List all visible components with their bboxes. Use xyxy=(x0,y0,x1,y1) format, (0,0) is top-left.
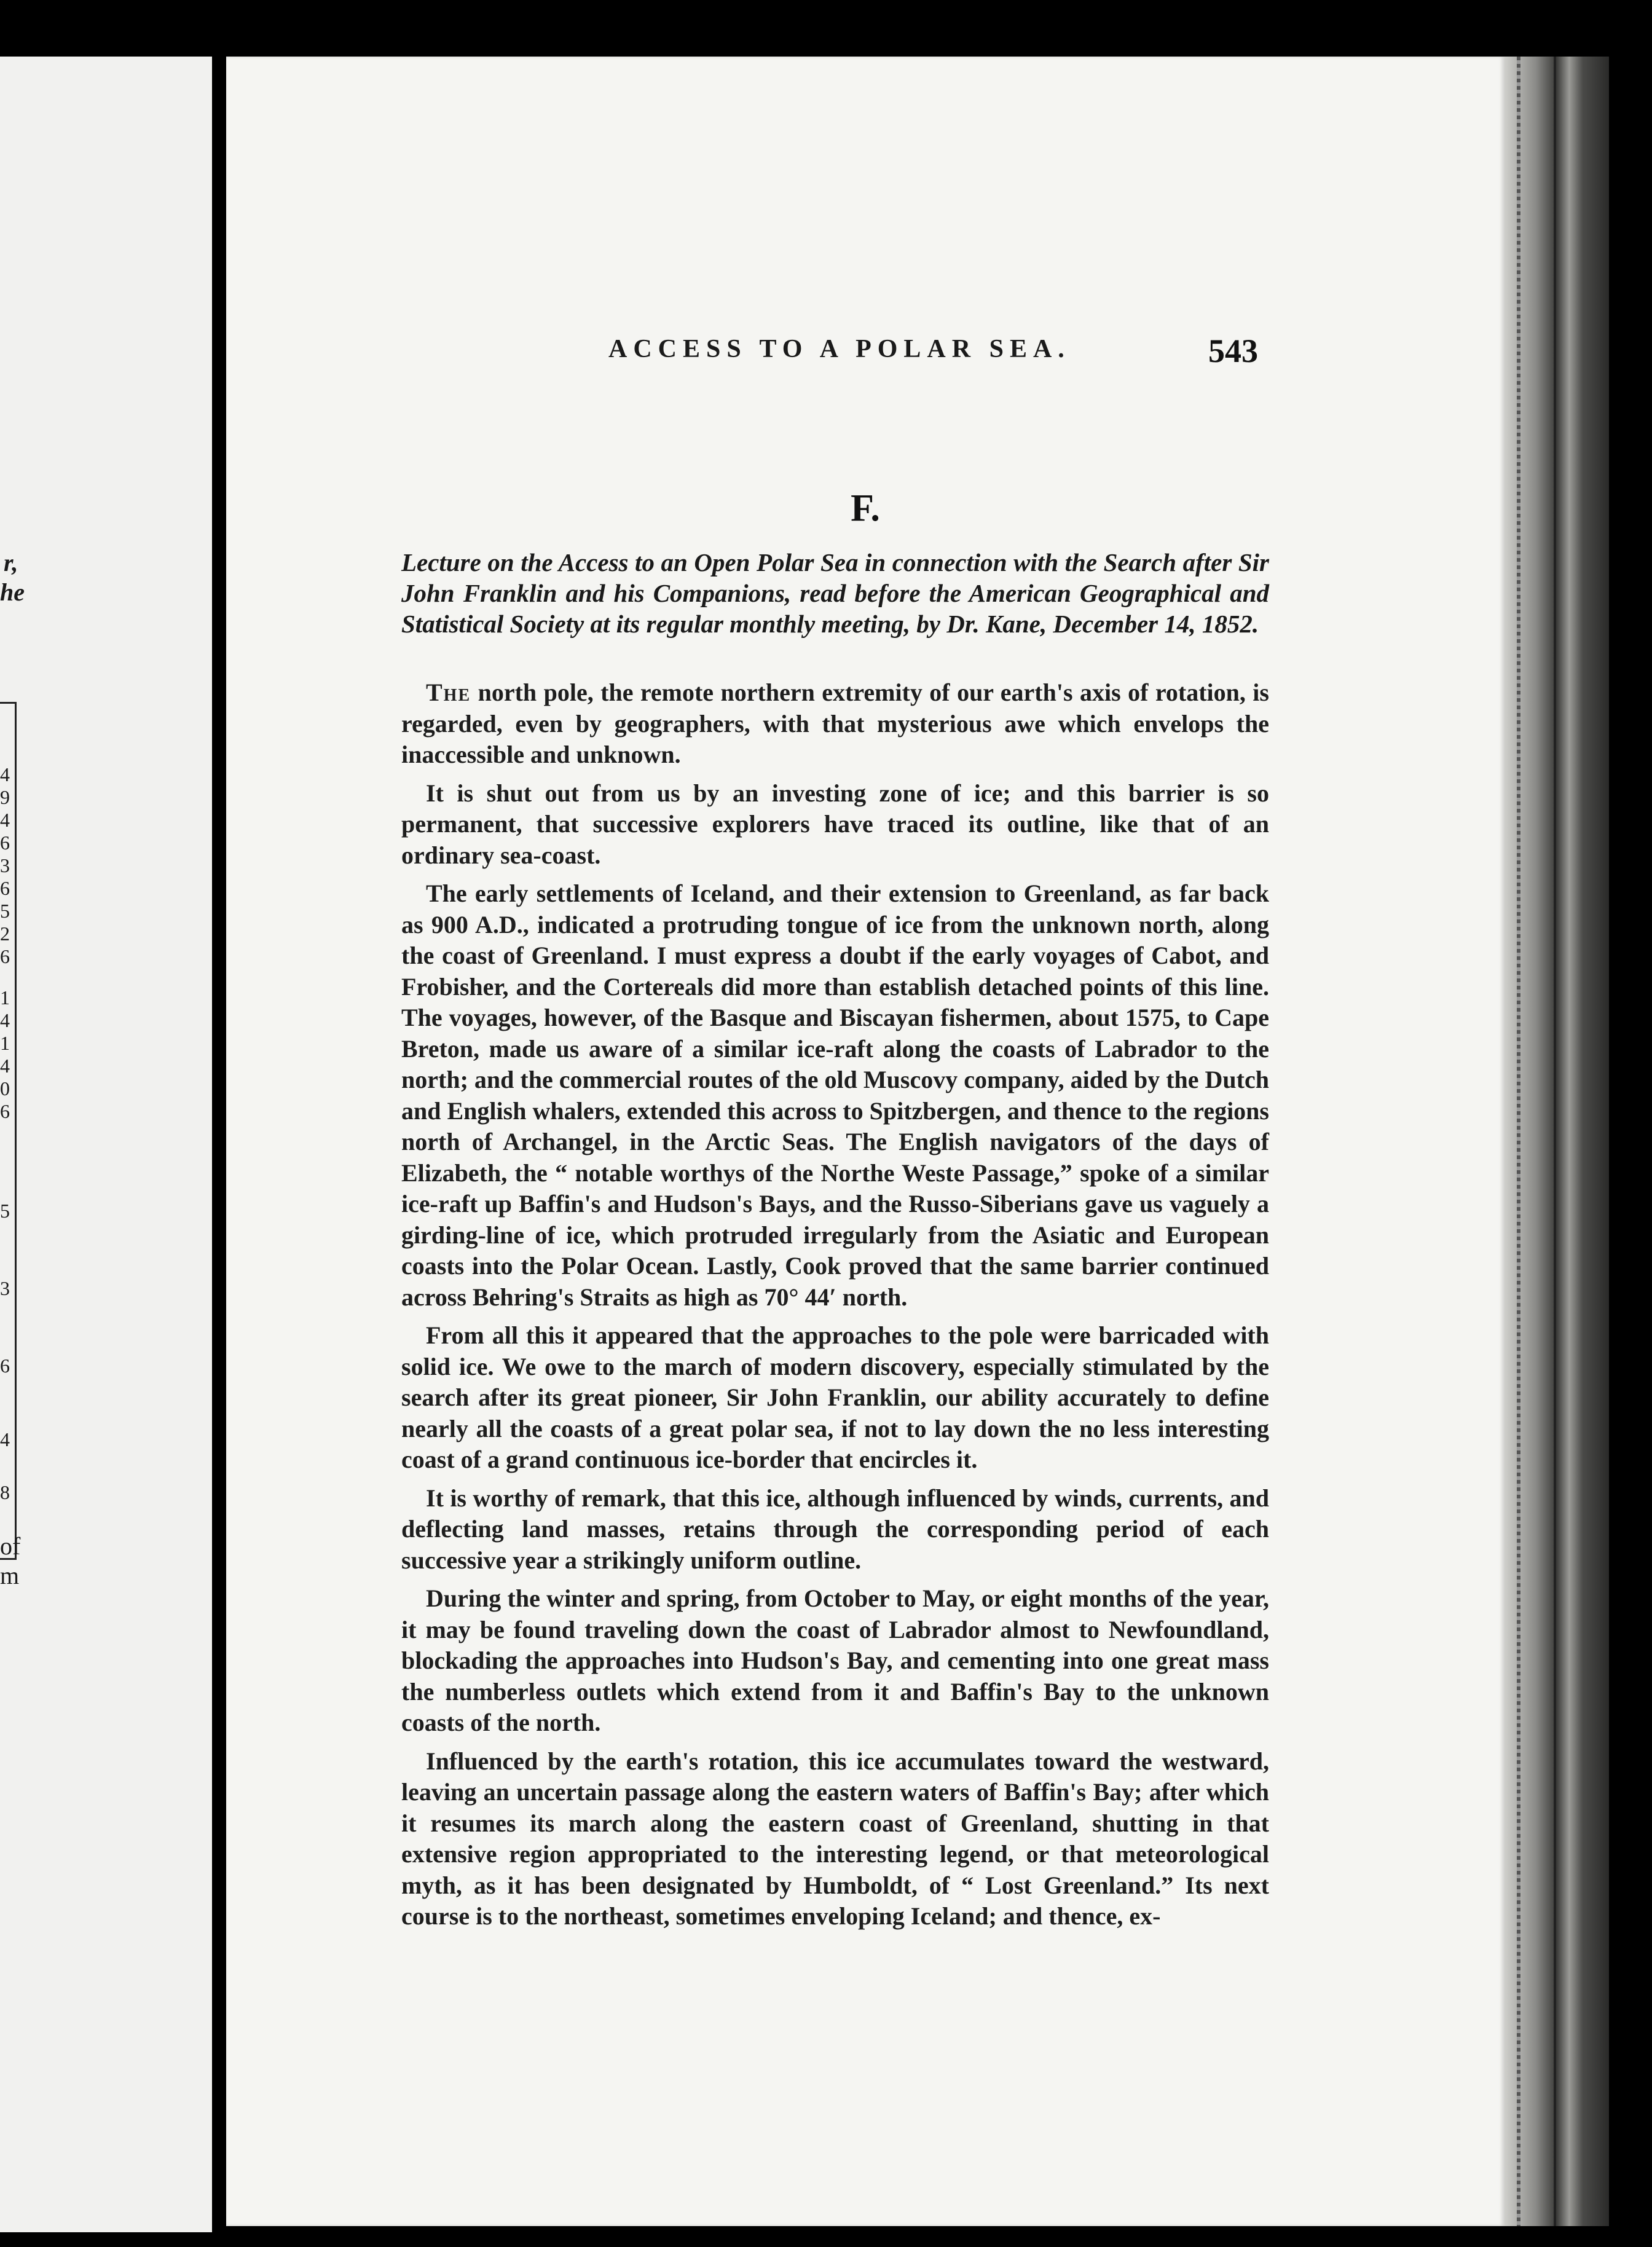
page-number: 543 xyxy=(1208,333,1258,369)
left-digit: 2 xyxy=(0,923,10,945)
body-text xyxy=(401,677,1269,1940)
left-digit: 6 xyxy=(0,1355,10,1377)
left-digit: 8 xyxy=(0,1481,10,1503)
left-digit: 0 xyxy=(0,1077,10,1100)
left-fragment-2: he xyxy=(0,578,25,606)
left-digit: 4 xyxy=(0,1428,10,1450)
left-digit: 4 xyxy=(0,809,10,831)
left-fragment-3: of xyxy=(0,1532,21,1560)
left-digit: 3 xyxy=(0,1277,10,1299)
left-digit: 3 xyxy=(0,854,10,876)
left-digit: 1 xyxy=(0,1032,10,1054)
drop-word: The xyxy=(426,679,471,706)
left-digit: 5 xyxy=(0,900,10,922)
left-digit: 4 xyxy=(0,1009,10,1031)
book-page xyxy=(226,57,1504,2226)
left-digit: 6 xyxy=(0,877,10,899)
left-digit: 6 xyxy=(0,1100,10,1122)
left-digit: 5 xyxy=(0,1200,10,1222)
page-body xyxy=(226,57,1504,2226)
left-digit: 9 xyxy=(0,786,10,808)
paragraph-2: It is shut out from us by an investing zone of ice; and this barrier is so permanent, that successive explorers have traced its outline, like that of an ordinary sea-coast. xyxy=(401,779,1269,869)
left-facing-page xyxy=(0,57,212,2232)
section-letter: F. xyxy=(851,487,880,529)
lecture-title: Lecture on the Access to an Open Polar Sea in connection with the Search after Sir John Franklin and his Companions, read before the American Geographical and Statistical Society at its regular monthly meeting, by Dr. Kane, December 14, 1852. xyxy=(401,548,1269,638)
left-digit: 4 xyxy=(0,763,10,785)
left-digit: 4 xyxy=(0,1055,10,1077)
running-head: ACCESS TO A POLAR SEA. xyxy=(608,335,1071,363)
paragraph-4: From all this it appeared that the approaches to the pole were barricaded with solid ice. We owe to the march of modern discovery, especially stimulated by the search after its great pioneer, Sir John Franklin, our ability accurately to define nearly all the coasts of a great polar sea, if not to lay down the no less interesting coast of a grand continuous ice-border that encircles it. xyxy=(401,1321,1269,1473)
left-digit: 6 xyxy=(0,832,10,854)
paragraph-3: The early settlements of Iceland, and their extension to Greenland, as far back as 900 A.D., indicated a protruding tongue of ice from the unknown north, along the coast of Greenland. I must express a doubt if the early voyages of Cabot, and Frobisher, and the Cortereals did more than establish detached points of this line. The voyages, however, of the Basque and Biscayan fishermen, about 1575, to Cape Breton, made us aware of a similar ice-raft along the coasts of Labrador to the north; and the commercial routes of the old Muscovy company, aided by the Dutch and English whalers, extended this across to Spitzbergen, and thence to the regions north of Archangel, in the Arctic Seas. The English navigators of the days of Elizabeth, the “ notable worthys of the Northe Weste Passage,” spoke of a similar ice-raft up Baffin's and Hudson's Bays, and the Russo-Siberians gave us vaguely a girding-line of ice, which protruded irregularly from the Asiatic and European coasts into the Polar Ocean. Lastly, Cook proved that the same barrier continued across Behring's Straits as high as 70° 44′ north. xyxy=(401,880,1269,1311)
book-page-edge xyxy=(1504,57,1609,2226)
left-fragment-4: m xyxy=(0,1562,20,1589)
left-digit: 1 xyxy=(0,986,10,1009)
paragraph-1 xyxy=(401,677,1269,771)
left-fragment-1: r, xyxy=(4,549,18,577)
paragraph-1-text: north pole, the remote northern extremity of our earth's axis of rotation, is regarded, even by geographers, with that mysterious awe which envelops the inaccessible and unknown. xyxy=(401,679,1269,768)
left-digit: 6 xyxy=(0,945,10,967)
paragraph-7: Influenced by the earth's rotation, this ice accumulates toward the westward, leaving an uncertain passage along the eastern waters of Baffin's Bay; after which it resumes its march along the eastern coast of Greenland, shutting in that extensive region appropriated to the interesting legend, or that meteorological myth, as it has been designated by Humboldt, of “ Lost Greenland.” Its next course is to the northeast, sometimes enveloping Iceland; and thence, ex- xyxy=(401,1747,1269,1930)
paragraph-5: It is worthy of remark, that this ice, although influenced by winds, currents, and deflecting land masses, retains through the corresponding period of each successive year a strikingly uniform outline. xyxy=(401,1484,1269,1574)
paragraph-6: During the winter and spring, from October to May, or eight months of the year, it may be found traveling down the coast of Labrador almost to Newfoundland, blockading the approaches into Hudson's Bay, and cementing into one great mass the numberless outlets which extend from it and Baffin's Bay to the unknown coasts of the north. xyxy=(401,1584,1269,1736)
